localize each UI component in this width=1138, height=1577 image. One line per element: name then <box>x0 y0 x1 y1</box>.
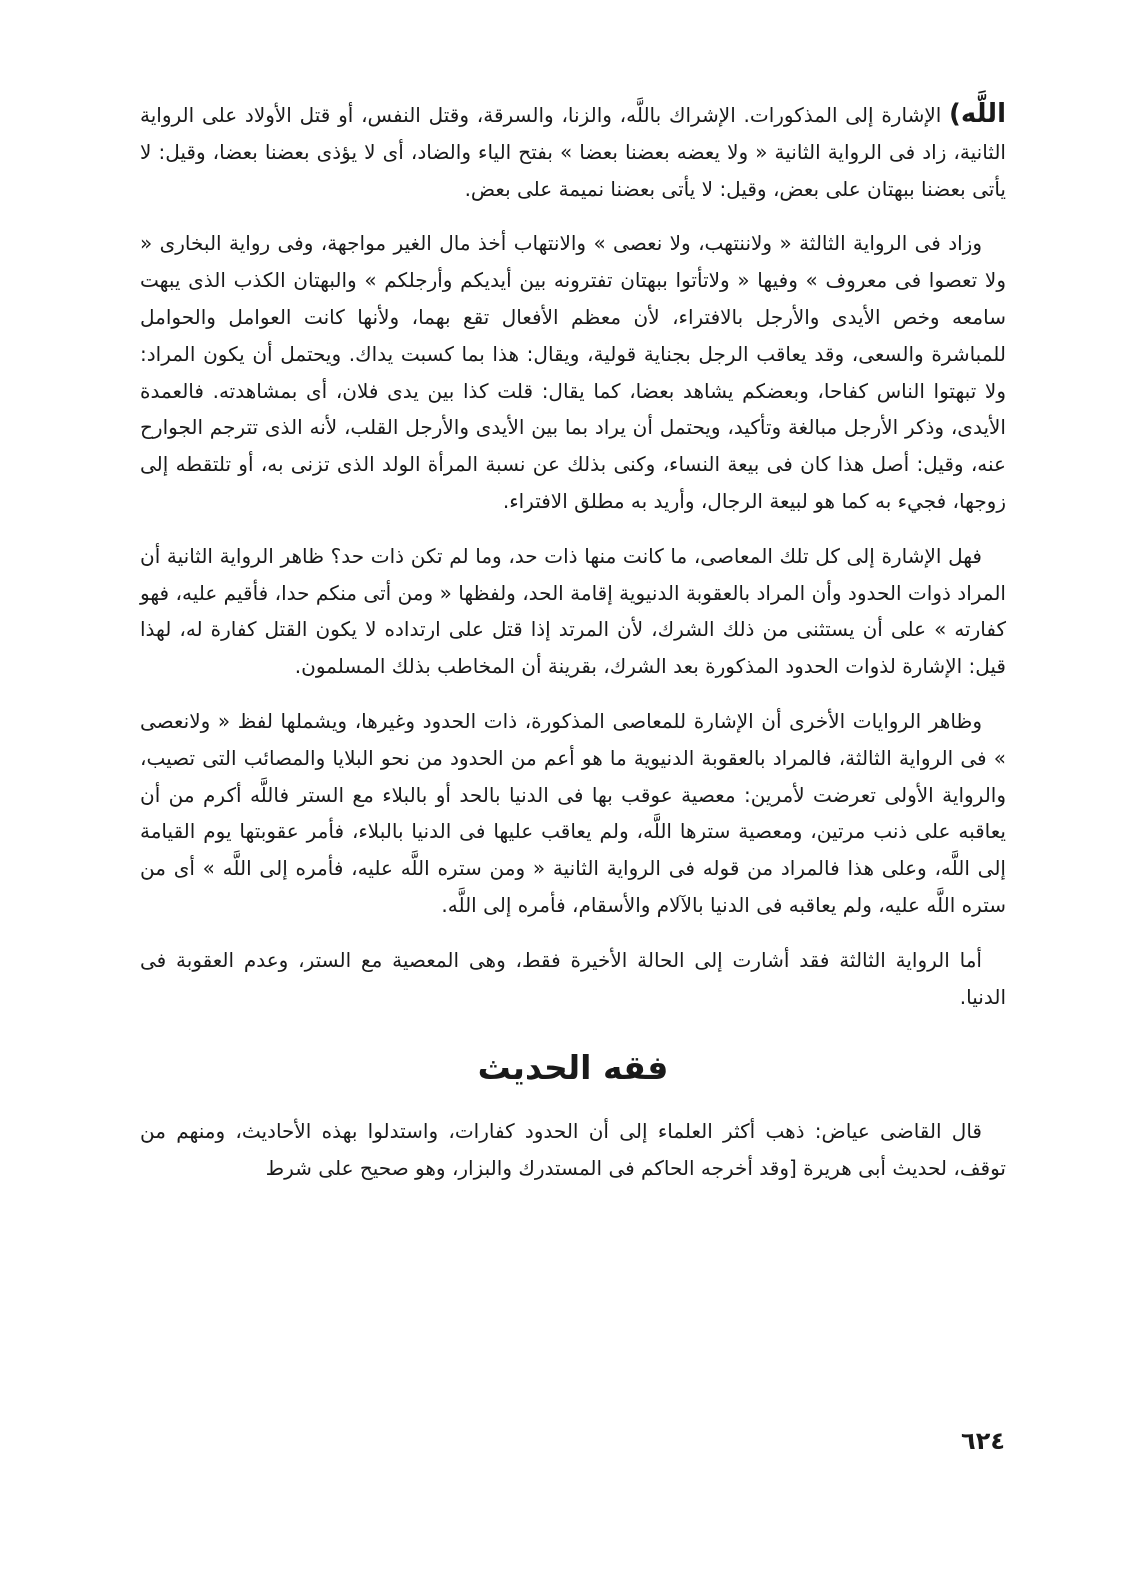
paragraph-4: وظاهر الروايات الأخرى أن الإشارة للمعاصى المذكورة، ذات الحدود وغيرها، ويشملها لفظ « ولانعصى » فى الرواية الثالثة، فالمراد بالعقوبة الدنيوية ما هو أعم من الحدود من نحو البلايا والمصائب التى تصيب، والرواية الأولى تعرضت لأمرين: معصية عوقب بها فى الدنيا بالحد أو بالبلاء مع الستر فاللَّه أكرم من أن يعاقبه على ذنب مرتين، ومعصية سترها اللَّه، ولم يعاقب عليها فى الدنيا بالبلاء، فأمر عقوبتها يوم القيامة إلى اللَّه، وعلى هذا فالمراد من قوله فى الرواية الثانية « ومن ستره اللَّه عليه، فأمره إلى اللَّه » أى من ستره اللَّه عليه، ولم يعاقبه فى الدنيا بالآلام والأسقام، فأمره إلى اللَّه. <box>140 708 1006 917</box>
section-heading: فقه الحديث <box>477 1048 669 1088</box>
paragraph-2: وزاد فى الرواية الثالثة « ولاننتهب، ولا نعصى » والانتهاب أخذ مال الغير مواجهة، وفى رواية البخارى « ولا تعصوا فى معروف » وفيها « ولاتأتوا ببهتان تفترونه بين أيديكم وأرجلكم » والبهتان الكذب الذى يبهت سامعه وخص الأيدى والأرجل بالافتراء، لأن معظم الأفعال تقع بهما، ولأنها كانت العوامل والحوامل للمباشرة والسعى، وقد يعاقب الرجل بجناية قولية، ويقال: هذا بما كسبت يداك. ويحتمل أن يكون المراد: ولا تبهتوا الناس كفاحا، وبعضكم يشاهد بعضا، كما يقال: قلت كذا بين يدى فلان، أى بمشاهدته. فالعمدة الأيدى، وذكر الأرجل مبالغة وتأكيد، ويحتمل أن يراد بما بين الأيدى والأرجل القلب، لأنه الذى تترجم الجوارح عنه، وقيل: أصل هذا كان فى بيعة النساء، وكنى بذلك عن نسبة المرأة الولد الذى تزنى به، أو تلتقطه إلى زوجها، فجيء به كما هو لبيعة الرجال، وأريد به مطلق الافتراء. <box>140 231 1006 513</box>
page-body <box>140 96 1006 1496</box>
paragraph-1-text: الإشارة إلى المذكورات. الإشراك باللَّه، والزنا، والسرقة، وقتل النفس، أو قتل الأولاد على الرواية الثانية، زاد فى الرواية الثانية « ولا يعضه بعضنا بعضا » بفتح الياء والضاد، أى لا يؤذى بعضنا بعضا، وقيل: لا يأتى بعضنا ببهتان على بعض، وقيل: لا يأتى بعضنا نميمة على بعض. <box>140 103 1006 201</box>
page-number: ٦٢٤ <box>961 1427 1005 1455</box>
paragraph-5: أما الرواية الثالثة فقد أشارت إلى الحالة الأخيرة فقط، وهى المعصية مع الستر، وعدم العقوبة فى الدنيا. <box>140 947 1006 1009</box>
paragraph-6: قال القاضى عياض: ذهب أكثر العلماء إلى أن الحدود كفارات، واستدلوا بهذه الأحاديث، ومنهم من توقف، لحديث أبى هريرة [وقد أخرجه الحاكم فى المستدرك والبزار، وهو صحيح على شرط <box>140 1119 1006 1181</box>
lead-word: اللَّه) <box>949 99 1006 129</box>
paragraph-1 <box>140 96 1006 207</box>
paragraph-3: فهل الإشارة إلى كل تلك المعاصى، ما كانت منها ذات حد، وما لم تكن ذات حد؟ ظاهر الرواية الثانية أن المراد ذوات الحدود وأن المراد بالعقوبة الدنيوية إقامة الحد، ولفظها « ومن أتى منكم حدا، فأقيم عليه، فهو كفارته » على أن يستثنى من ذلك الشرك، لأن المرتد إذا قتل على ارتداده لا يكون القتل كفارة له، لهذا قيل: الإشارة لذوات الحدود المذكورة بعد الشرك، بقرينة أن المخاطب بذلك المسلمون. <box>140 543 1006 679</box>
